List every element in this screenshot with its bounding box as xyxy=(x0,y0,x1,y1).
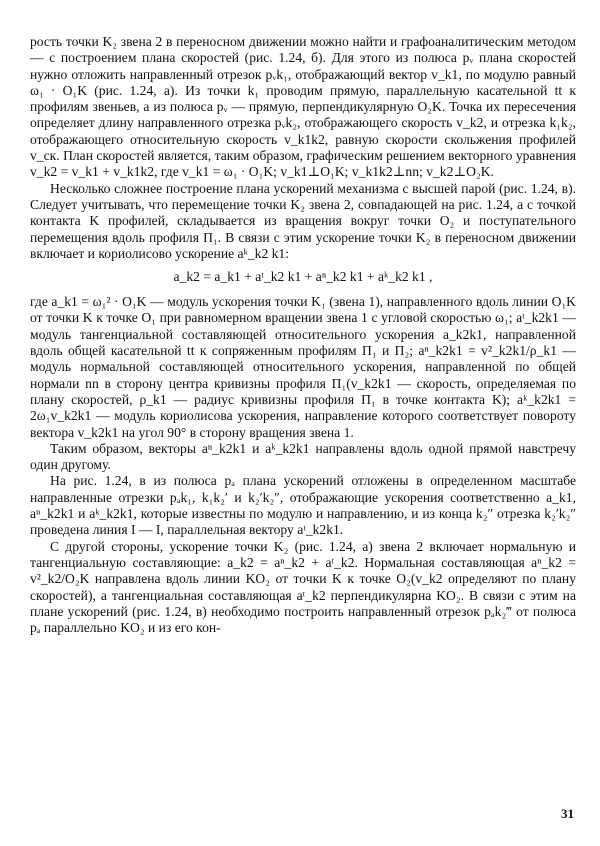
paragraph-4: Таким образом, векторы aⁿ_k2k1 и aᵏ_k2k1 направлены вдоль одной прямой навстречу один другому. xyxy=(30,440,576,473)
page-number: 31 xyxy=(561,806,574,821)
page-body xyxy=(30,34,576,834)
paragraph-2: Несколько сложнее построение плана ускорений механизма с высшей парой (рис. 1.24, в). Следует учитывать, что перемещение точки K₂ звена 2, совпадающей на рис. 1.24, а с точкой контакта K профилей, складывается из вращения вокруг точки O₂ и поступательного перемещения вдоль профиля П₁. В связи с этим ускорение точки K₂ в переносном движении включает и кориолисово ускорение aᵏ_k2 k1: xyxy=(30,180,576,261)
paragraph-6: С другой стороны, ускорение точки K₂ (рис. 1.24, а) звена 2 включает нормальную и тангенциальную составляющие: a_k2 = aⁿ_k2 + aᵗ_k2. Нормальная составляющая aⁿ_k2 = v²_k2/O₂K направлена вдоль линии KO₂ от точки K к точке O₂(v_k2 определяют по плану скоростей), а тангенциальная составляющая aᵗ_k2 перпендикулярна KO₂. В связи с этим на плане ускорений (рис. 1.24, в) необходимо построить направленный отрезок pₐk₂‴ от полюса pₐ параллельно KO₂ и из его кон- xyxy=(30,538,576,636)
paragraph-1: рость точки K₂ звена 2 в переносном движении можно найти и графоаналитическим методом — с построением плана скоростей (рис. 1.24, б). Для этого из полюса pᵥ плана скоростей нужно отложить направленный отрезок pᵥk₁, отображающий вектор v_k1, по модулю равный ω₁ · O₁K (рис. 1.24, а). Из точки k₁ проводим прямую, параллельную касательной tt к профилям звеньев, а из полюса pᵥ — прямую, перпендикулярную O₂K. Точка их пересечения определяет длину направленного отрезка pᵥk₂, отображающего скорость v_k2, и отрезка k₁k₂, отображающего относительную скорость v_k1k2, равную скорости скольжения профилей v_ск. План скоростей является, таким образом, графическим решением векторного уравнения v_k2 = v_k1 + v_k1k2, где v_k1 = ω₁ · O₁K; v_k1⊥O₁K; v_k1k2⊥nn; v_k2⊥O₂K. xyxy=(30,34,576,180)
acceleration-formula: a_k2 = a_k1 + aᵗ_k2 k1 + aⁿ_k2 k1 + aᵏ_k2 k1 , xyxy=(173,269,433,285)
paragraph-5: На рис. 1.24, в из полюса pₐ плана ускорений отложены в определенном масштабе направленные отрезки pₐk₁, k₁k₂′ и k₂′k₂″, отображающие ускорения соответственно a_k1, aⁿ_k2k1 и aᵏ_k2k1, которые известны по модулю и направлению, и из конца k₂″ отрезка k₂′k₂″ проведена линия I — I, параллельная вектору aᵗ_k2k1. xyxy=(30,473,576,538)
paragraph-3: где a_k1 = ω₁² · O₁K — модуль ускорения точки K₁ (звена 1), направленного вдоль линии O₁K от точки K к точке O₁ при равномерном вращении звена 1 с угловой скоростью ω₁; aᵗ_k2k1 — модуль тангенциальной составляющей относительного ускорения a_k2k1, направленной вдоль общей касательной tt к сопряженным профилям П₁ и П₂; aⁿ_k2k1 = v²_k2k1/ρ_k1 — модуль нормальной составляющей относительного ускорения, направленной по общей нормали nn в сторону центра кривизны профиля П₁(v_k2k1 — скорость, определяемая по плану скоростей, ρ_k1 — радиус кривизны профиля П₁ в точке контакта K); aᵏ_k2k1 = 2ω₁v_k2k1 — модуль кориолисова ускорения, направление которого соответствует повороту вектора v_k2k1 на угол 90° в сторону вращения звена 1. xyxy=(30,294,576,440)
